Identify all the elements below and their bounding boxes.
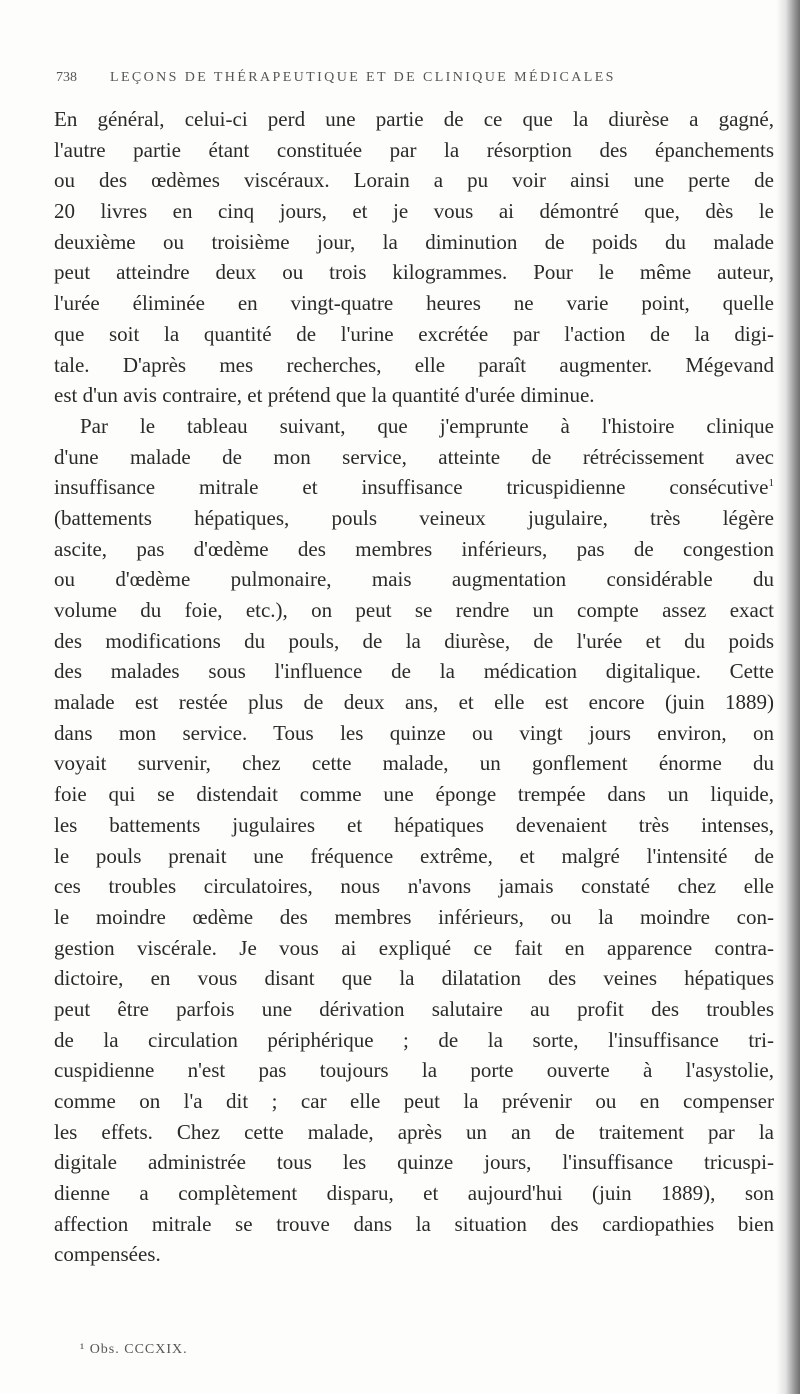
page-edge-shadow [776,0,800,1394]
text-line: Par le tableau suivant, que j'emprunte à l'histoire clinique [80,413,774,438]
text-line: voyait survenir, chez cette malade, un gonflement énorme du [54,751,774,776]
text-line: affection mitrale se trouve dans la situation des cardiopathies bien [54,1211,774,1236]
text-line: le pouls prenait une fréquence extrême, et malgré l'intensité de [54,843,774,868]
text-line: ou d'œdème pulmonaire, mais augmentation considérable du [54,567,774,592]
running-head: LEÇONS DE THÉRAPEUTIQUE ET DE CLINIQUE MÉDICALES [110,70,616,85]
footnote-marker: 1 [768,477,774,490]
text-line: que soit la quantité de l'urine excrétée par l'action de la digi- [54,321,774,346]
text-line: les battements jugulaires et hépatiques devenaient très intenses, [54,812,774,837]
text-line: comme on l'a dit ; car elle peut la prévenir ou en compenser [54,1089,774,1113]
footnote: ¹ Obs. CCCXIX. [80,1342,188,1357]
text-line: de la circulation périphérique ; de la sorte, l'insuffisance tri- [54,1027,774,1052]
text-line: peut atteindre deux ou trois kilogrammes. Pour le même auteur, [54,260,774,285]
text-line: cuspidienne n'est pas toujours la porte ouverte à l'asystolie, [54,1058,774,1083]
text-line: En général, celui-ci perd une partie de ce que la diurèse a gagné, [54,107,774,131]
text-line: deuxième ou troisième jour, la diminution de poids du malade [54,229,774,254]
text-line: digitale administrée tous les quinze jours, l'insuffisance tricuspi- [54,1150,774,1175]
page-header [56,66,776,100]
text-line: peut être parfois une dérivation salutaire au profit des troubles [54,996,774,1021]
text-line: d'une malade de mon service, atteinte de rétrécissement avec [54,444,774,469]
text-line-with-footnote [54,472,774,503]
text-line: l'urée éliminée en vingt-quatre heures ne varie point, quelle [54,291,774,316]
text-line: le moindre œdème des membres inférieurs, ou la moindre con- [54,904,774,929]
text-line: compensées. [54,1242,161,1267]
text-line: des malades sous l'influence de la médication digitalique. Cette [54,659,774,684]
text-line: (battements hépatiques, pouls veineux jugulaire, très légère [54,505,774,530]
text-line-content: insuffisance mitrale et insuffisance tricuspidienne consécutive [54,475,769,500]
text-line: dienne a complètement disparu, et aujourd'hui (juin 1889), son [54,1181,774,1206]
text-line: ascite, pas d'œdème des membres inférieurs, pas de congestion [54,536,774,561]
text-line: les effets. Chez cette malade, après un an de traitement par la [54,1119,774,1144]
text-line: ces troubles circulatoires, nous n'avons jamais constaté chez elle [54,874,774,899]
text-line: dans mon service. Tous les quinze ou vingt jours environ, on [54,720,774,745]
text-line: tale. D'après mes recherches, elle paraît augmenter. Mégevand [54,352,774,377]
text-line: 20 livres en cinq jours, et je vous ai démontré que, dès le [54,199,774,224]
text-line: volume du foie, etc.), on peut se rendre un compte assez exact [54,598,774,622]
text-line: l'autre partie étant constituée par la résorption des épanchements [54,137,774,162]
text-line: est d'un avis contraire, et prétend que la quantité d'urée diminue. [54,383,595,408]
text-line: malade est restée plus de deux ans, et elle est encore (juin 1889) [54,690,774,715]
body-text [54,104,774,1270]
text-line: foie qui se distendait comme une éponge trempée dans un liquide, [54,782,774,807]
text-line: gestion viscérale. Je vous ai expliqué ce fait en apparence contra- [54,935,774,960]
text-line: des modifications du pouls, de la diurèse, de l'urée et du poids [54,628,774,653]
text-line: dictoire, en vous disant que la dilatation des veines hépatiques [54,966,774,991]
text-line: ou des œdèmes viscéraux. Lorain a pu voir ainsi une perte de [54,168,774,193]
page-number: 738 [56,70,77,85]
